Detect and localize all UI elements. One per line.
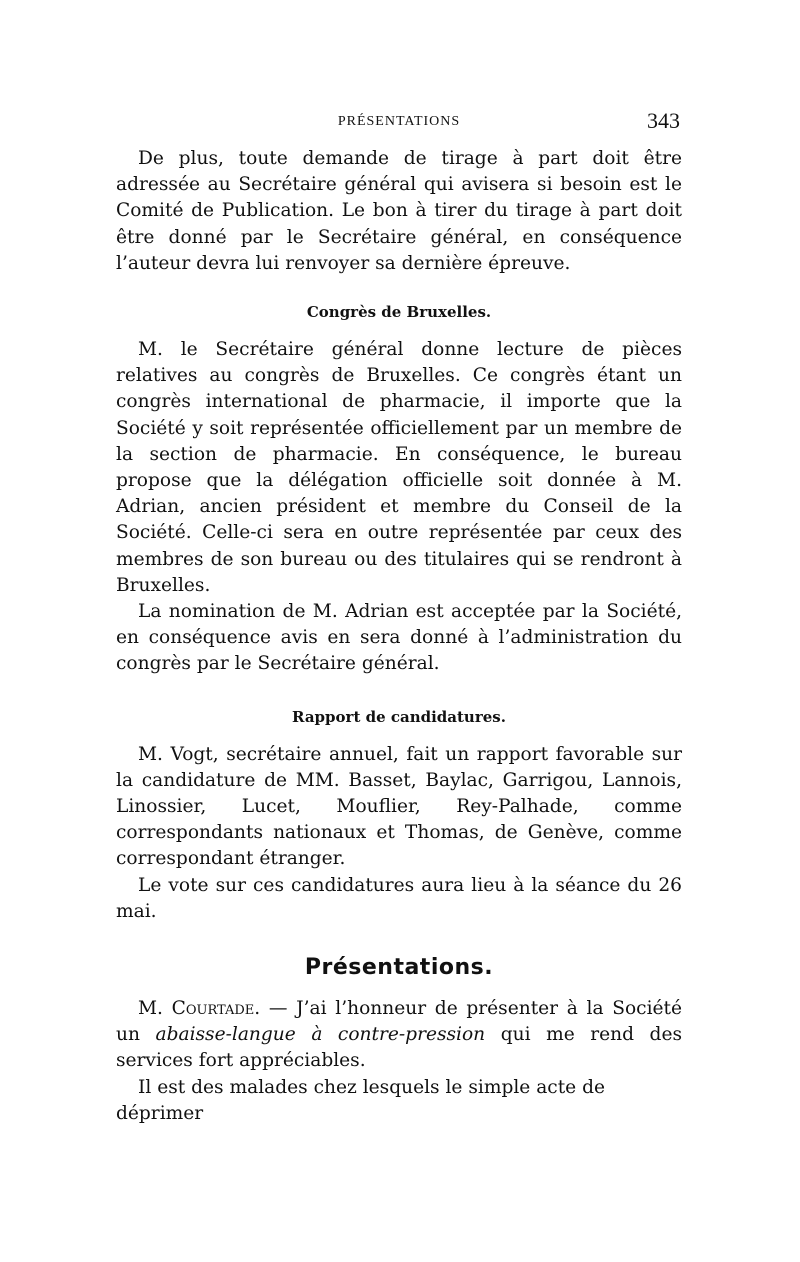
paragraph-malades: Il est des malades chez lesquels le simple acte de déprimer xyxy=(116,1076,606,1124)
courtade-text-before: — J’ai l’honneur de présenter à la Société un xyxy=(116,998,683,1046)
page-number: 343 xyxy=(647,108,680,133)
paragraph-congres: M. le Secrétaire général donne lecture de pièces relatives au congrès de Bruxelles. Ce congrès étant un congrès international de pharmacie, il importe que la Société y soit représentée officiellement par un membre de la section de pharmacie. En conséquence, le bureau propose que la délégation officielle soit donnée à M. Adrian, ancien président et membre du Conseil de la Société. Celle-ci sera en outre représentée par ceux des membres de son bureau ou des titulaires qui se rendront à Bruxelles. xyxy=(116,339,682,596)
section-heading-rapport: Rapport de candidatures. xyxy=(292,707,506,726)
running-title: PRÉSENTATIONS xyxy=(337,114,461,129)
paragraph-nomination: La nomination de M. Adrian est acceptée par la Société, en conséquence avis en sera donné à l’administration du congrès par le Secrétaire général. xyxy=(116,601,682,675)
courtade-text-after: qui me rend des services fort appréciables. xyxy=(116,1024,682,1072)
page-body xyxy=(116,106,682,1127)
device-name: abaisse-langue à contre-pression xyxy=(155,1024,486,1046)
paragraph-courtade xyxy=(116,996,682,1075)
page-header xyxy=(116,106,682,146)
paragraph-rapport: M. Vogt, secrétaire annuel, fait un rapport favorable sur la candidature de MM. Basset, Baylac, Garrigou, Lannois, Linossier, Lucet, Mouflier, Rey-Palhade, comme correspondants nationaux et Thomas, de Genève, comme correspondant étranger. xyxy=(116,743,682,870)
paragraph-tirage: De plus, toute demande de tirage à part doit être adressée au Secrétaire général qui avisera si besoin est le Comité de Publication. Le bon à tirer du tirage à part doit être donné par le Secrétaire général, en conséquence l’auteur devra lui renvoyer sa dernière épreuve. xyxy=(116,148,682,274)
section-heading-presentations: Présentations. xyxy=(304,955,494,981)
paragraph-vote: Le vote sur ces candidatures aura lieu à la séance du 26 mai. xyxy=(116,874,682,922)
speaker-name: M. Courtade. xyxy=(138,998,261,1020)
section-heading-congres: Congrès de Bruxelles. xyxy=(306,303,492,322)
